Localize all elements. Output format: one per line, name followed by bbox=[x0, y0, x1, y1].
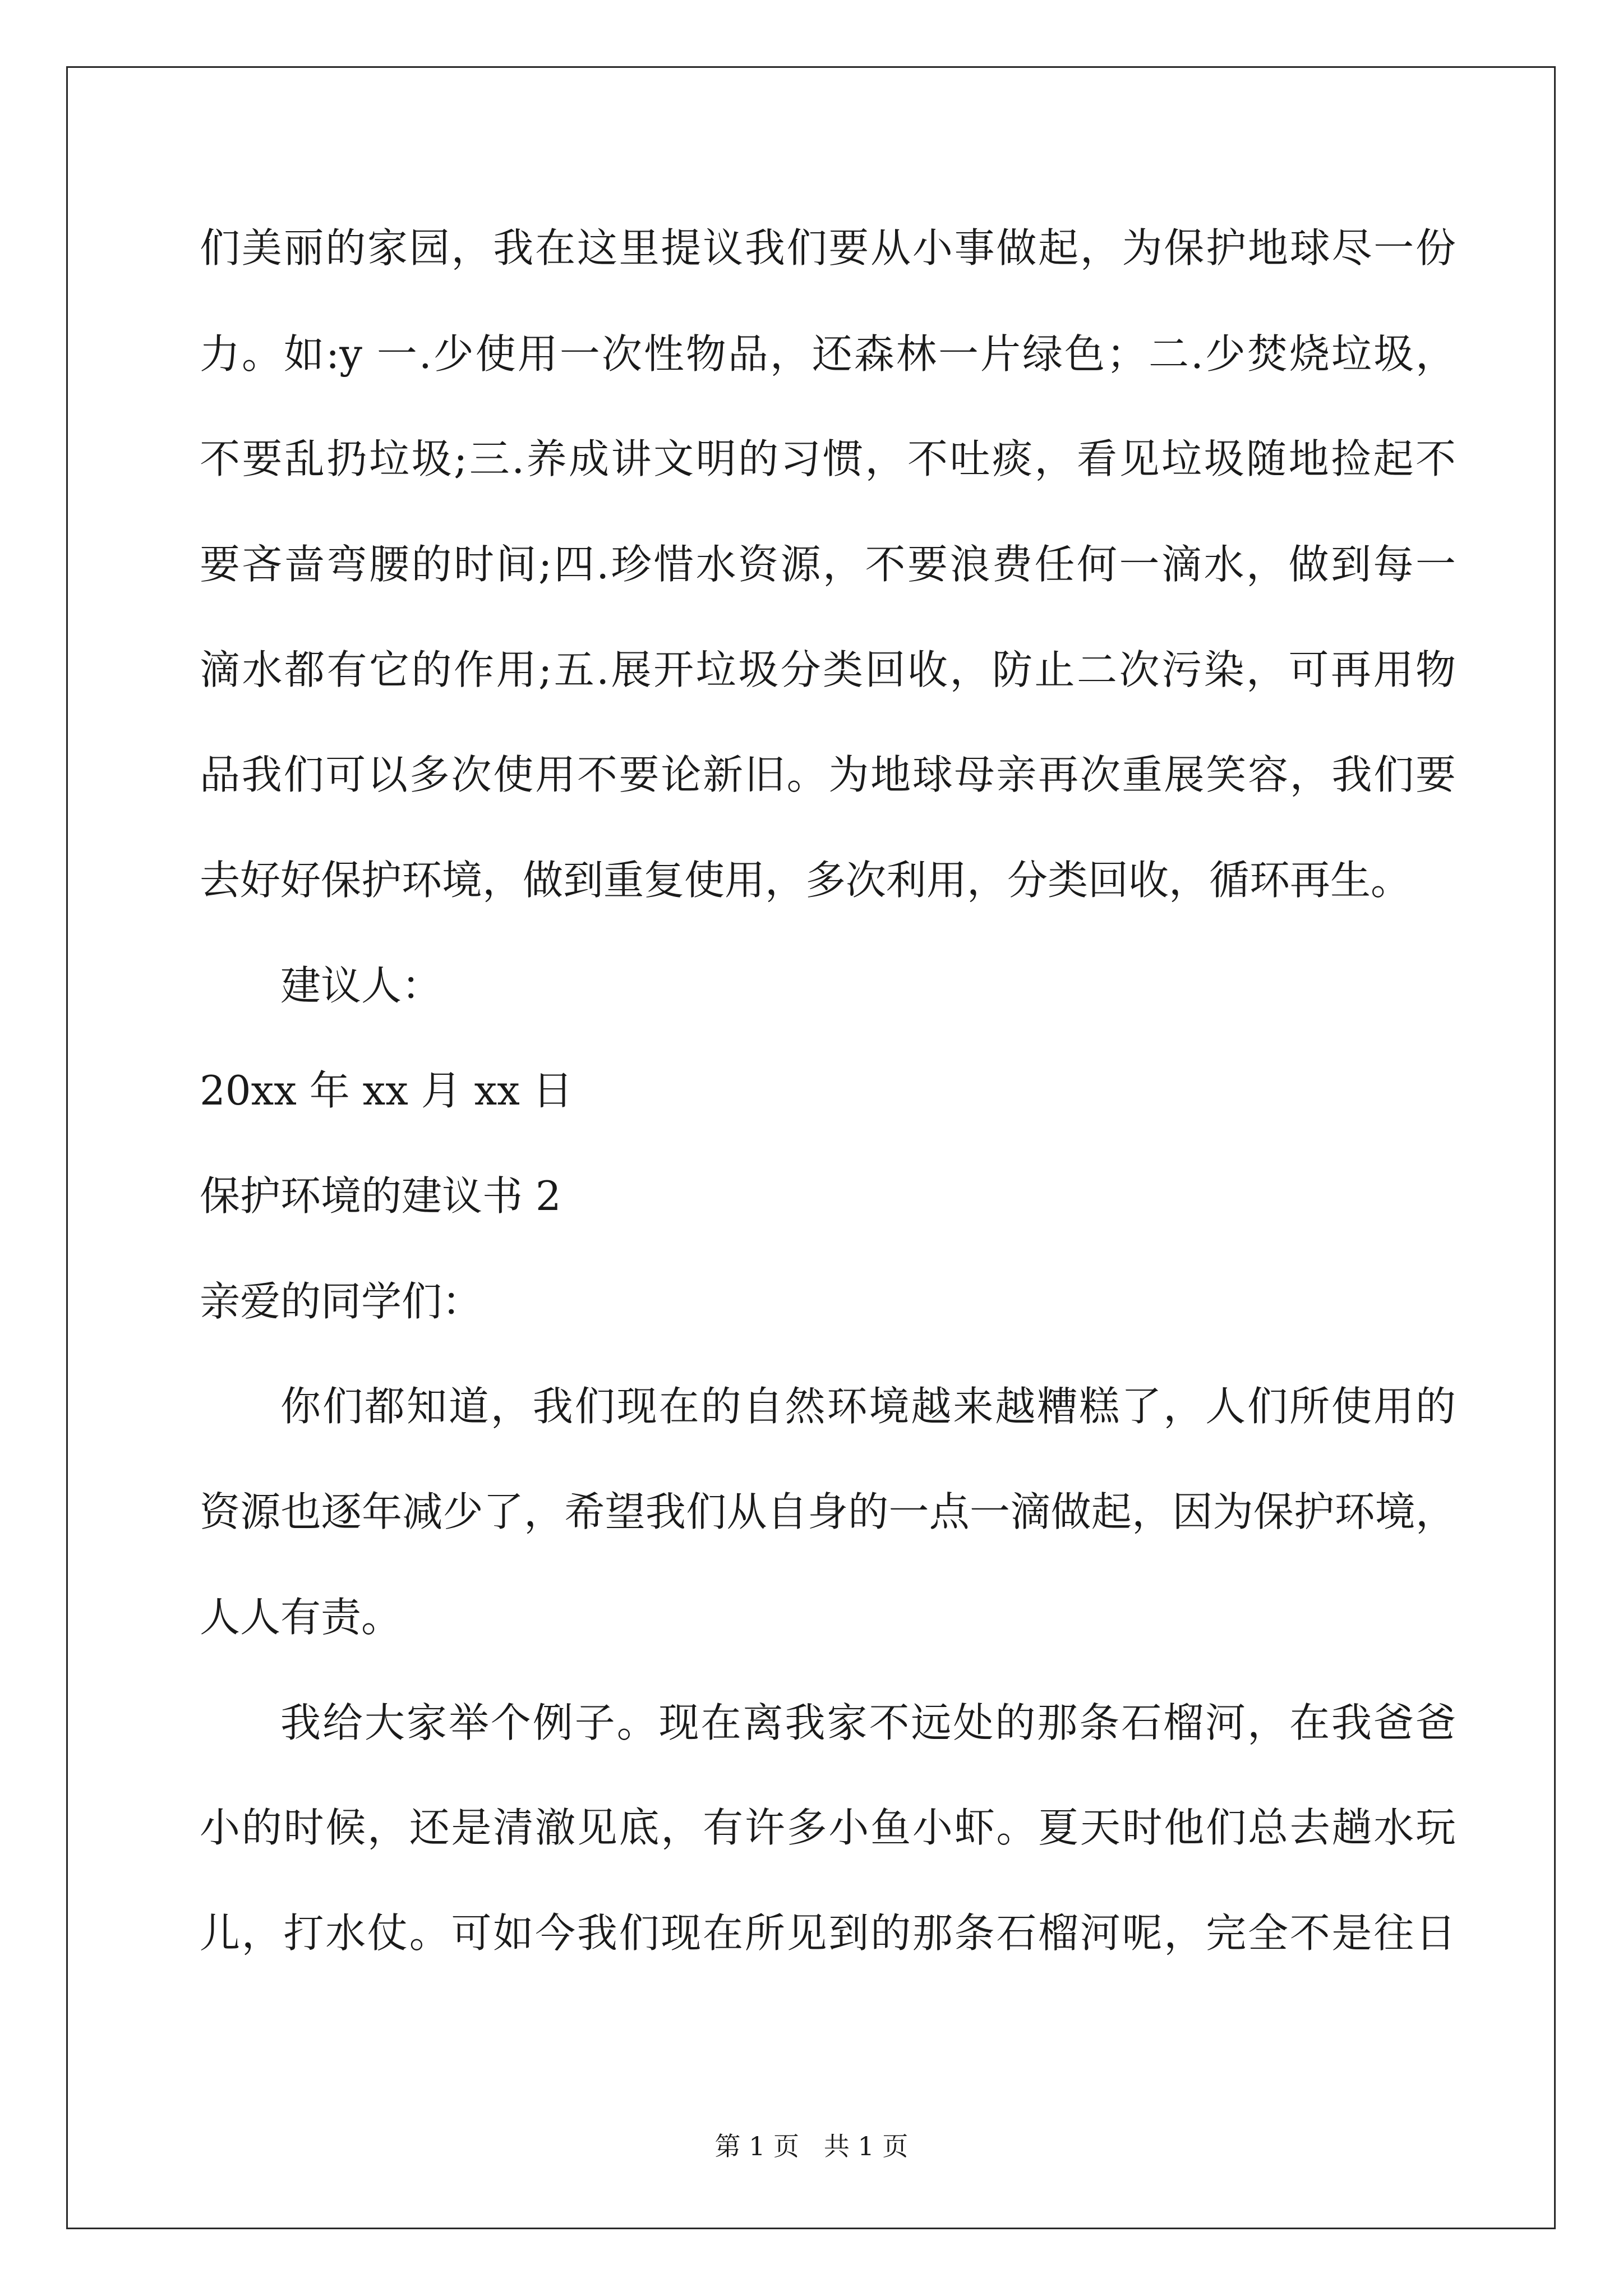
body-line: 品我们可以多次使用不要论新旧。为地球母亲再次重展笑容，我们要 bbox=[200, 751, 1456, 798]
body-line: 不要乱扔垃圾;三.养成讲文明的习惯，不吐痰，看见垃圾随地捡起不 bbox=[200, 435, 1456, 482]
section-title: 保护环境的建议书 2 bbox=[200, 1172, 561, 1220]
salutation: 亲爱的同学们： bbox=[200, 1278, 483, 1325]
body-line: 滴水都有它的作用;五.展开垃圾分类回收，防止二次污染，可再用物 bbox=[200, 646, 1456, 693]
body-line: 资源也逐年减少了，希望我们从自身的一点一滴做起，因为保护环境， bbox=[200, 1488, 1456, 1535]
body-line: 小的时候，还是清澈见底，有许多小鱼小虾。夏天时他们总去趟水玩 bbox=[200, 1804, 1456, 1851]
body-line: 力。如:y 一.少使用一次性物品，还森林一片绿色；二.少焚烧垃圾， bbox=[200, 330, 1456, 378]
body-line: 人人有责。 bbox=[200, 1594, 402, 1641]
body-line: 们美丽的家园，我在这里提议我们要从小事做起，为保护地球尽一份 bbox=[200, 224, 1456, 272]
page-footer: 第 1 页 共 1 页 bbox=[714, 2131, 909, 2161]
paragraph-first-line: 我给大家举个例子。现在离我家不远处的那条石榴河，在我爸爸 bbox=[280, 1699, 1456, 1746]
date-line: 20xx 年 xx 月 xx 日 bbox=[200, 1067, 573, 1114]
body-line: 要吝啬弯腰的时间;四.珍惜水资源，不要浪费任何一滴水，做到每一 bbox=[200, 541, 1456, 588]
proposer-label: 建议人： bbox=[280, 962, 442, 1009]
body-line: 去好好保护环境，做到重复使用，多次利用，分类回收，循环再生。 bbox=[200, 857, 1412, 904]
body-line: 儿，打水仗。可如今我们现在所见到的那条石榴河呢，完全不是往日 bbox=[200, 1910, 1456, 1957]
paragraph-first-line: 你们都知道，我们现在的自然环境越来越糟糕了，人们所使用的 bbox=[280, 1383, 1456, 1430]
